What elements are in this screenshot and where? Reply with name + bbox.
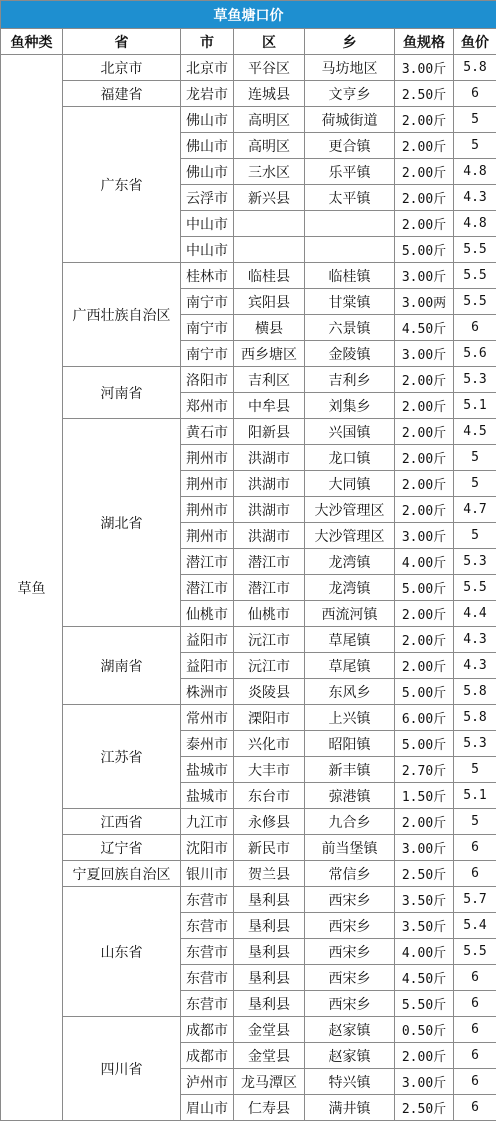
district-cell: 西乡塘区 [234, 341, 305, 367]
district-cell: 三水区 [234, 159, 305, 185]
province-cell: 福建省 [63, 81, 181, 107]
spec-cell: 2.00斤 [395, 809, 454, 835]
district-cell: 垦利县 [234, 991, 305, 1017]
table-row [1, 107, 496, 133]
header-price: 鱼价 [454, 29, 496, 55]
price-cell: 4.5 [454, 419, 496, 445]
header-district: 区 [234, 29, 305, 55]
city-cell: 潜江市 [181, 549, 234, 575]
city-cell: 南宁市 [181, 289, 234, 315]
township-cell: 文亨乡 [305, 81, 395, 107]
township-cell: 刘集乡 [305, 393, 395, 419]
province-cell: 宁夏回族自治区 [63, 861, 181, 887]
table-row [1, 705, 496, 731]
price-cell: 5.7 [454, 887, 496, 913]
district-cell: 连城县 [234, 81, 305, 107]
table-row [1, 809, 496, 835]
table-row [1, 861, 496, 887]
province-cell: 江苏省 [63, 705, 181, 809]
township-cell: 西宋乡 [305, 991, 395, 1017]
price-cell: 6 [454, 1017, 496, 1043]
township-cell: 西宋乡 [305, 965, 395, 991]
province-cell: 江西省 [63, 809, 181, 835]
table-row [1, 367, 496, 393]
price-cell: 5 [454, 471, 496, 497]
table-row [1, 1017, 496, 1043]
price-cell: 5.5 [454, 237, 496, 263]
district-cell: 东台市 [234, 783, 305, 809]
city-cell: 黄石市 [181, 419, 234, 445]
spec-cell: 2.00斤 [395, 107, 454, 133]
price-cell: 5.3 [454, 549, 496, 575]
township-cell: 西宋乡 [305, 939, 395, 965]
city-cell: 东营市 [181, 913, 234, 939]
city-cell: 盐城市 [181, 757, 234, 783]
township-cell: 吉利乡 [305, 367, 395, 393]
spec-cell: 4.00斤 [395, 549, 454, 575]
province-cell: 广东省 [63, 107, 181, 263]
price-cell: 6 [454, 991, 496, 1017]
spec-cell: 2.00斤 [395, 419, 454, 445]
district-cell: 仁寿县 [234, 1095, 305, 1121]
city-cell: 佛山市 [181, 107, 234, 133]
district-cell: 洪湖市 [234, 497, 305, 523]
price-cell: 6 [454, 1069, 496, 1095]
price-cell: 5.5 [454, 939, 496, 965]
city-cell: 荆州市 [181, 497, 234, 523]
district-cell: 横县 [234, 315, 305, 341]
city-cell: 中山市 [181, 211, 234, 237]
city-cell: 东营市 [181, 939, 234, 965]
district-cell: 金堂县 [234, 1017, 305, 1043]
spec-cell: 2.00斤 [395, 185, 454, 211]
district-cell: 新民市 [234, 835, 305, 861]
district-cell: 吉利区 [234, 367, 305, 393]
township-cell: 昭阳镇 [305, 731, 395, 757]
district-cell: 金堂县 [234, 1043, 305, 1069]
province-cell: 山东省 [63, 887, 181, 1017]
city-cell: 佛山市 [181, 133, 234, 159]
township-cell: 龙湾镇 [305, 575, 395, 601]
city-cell: 荆州市 [181, 445, 234, 471]
spec-cell: 2.00斤 [395, 627, 454, 653]
city-cell: 泰州市 [181, 731, 234, 757]
township-cell: 甘棠镇 [305, 289, 395, 315]
district-cell: 临桂县 [234, 263, 305, 289]
city-cell: 东营市 [181, 991, 234, 1017]
spec-cell: 2.00斤 [395, 471, 454, 497]
spec-cell: 2.00斤 [395, 1043, 454, 1069]
township-cell: 九合乡 [305, 809, 395, 835]
spec-cell: 3.00斤 [395, 263, 454, 289]
district-cell: 永修县 [234, 809, 305, 835]
price-cell: 5 [454, 445, 496, 471]
spec-cell: 6.00斤 [395, 705, 454, 731]
spec-cell: 3.00两 [395, 289, 454, 315]
city-cell: 泸州市 [181, 1069, 234, 1095]
district-cell: 垦利县 [234, 965, 305, 991]
city-cell: 常州市 [181, 705, 234, 731]
district-cell: 龙马潭区 [234, 1069, 305, 1095]
city-cell: 益阳市 [181, 653, 234, 679]
price-cell: 5 [454, 107, 496, 133]
province-cell: 湖南省 [63, 627, 181, 705]
city-cell: 眉山市 [181, 1095, 234, 1121]
province-cell: 辽宁省 [63, 835, 181, 861]
township-cell [305, 237, 395, 263]
city-cell: 东营市 [181, 887, 234, 913]
district-cell: 大丰市 [234, 757, 305, 783]
township-cell: 马坊地区 [305, 55, 395, 81]
district-cell: 垦利县 [234, 913, 305, 939]
city-cell: 南宁市 [181, 315, 234, 341]
spec-cell: 2.00斤 [395, 159, 454, 185]
spec-cell: 3.50斤 [395, 887, 454, 913]
spec-cell: 2.00斤 [395, 367, 454, 393]
price-cell: 5.8 [454, 55, 496, 81]
city-cell: 益阳市 [181, 627, 234, 653]
price-cell: 5.1 [454, 783, 496, 809]
city-cell: 株洲市 [181, 679, 234, 705]
price-cell: 5.6 [454, 341, 496, 367]
price-cell: 4.8 [454, 159, 496, 185]
city-cell: 桂林市 [181, 263, 234, 289]
township-cell: 赵家镇 [305, 1017, 395, 1043]
district-cell: 沅江市 [234, 627, 305, 653]
spec-cell: 4.00斤 [395, 939, 454, 965]
price-cell: 5.4 [454, 913, 496, 939]
price-cell: 4.3 [454, 653, 496, 679]
city-cell: 成都市 [181, 1043, 234, 1069]
city-cell: 仙桃市 [181, 601, 234, 627]
city-cell: 九江市 [181, 809, 234, 835]
city-cell: 北京市 [181, 55, 234, 81]
township-cell: 草尾镇 [305, 653, 395, 679]
price-cell: 5.5 [454, 575, 496, 601]
spec-cell: 3.00斤 [395, 1069, 454, 1095]
district-cell: 仙桃市 [234, 601, 305, 627]
price-cell: 5.3 [454, 731, 496, 757]
header-species: 鱼种类 [1, 29, 63, 55]
township-cell: 特兴镇 [305, 1069, 395, 1095]
district-cell: 洪湖市 [234, 471, 305, 497]
city-cell: 洛阳市 [181, 367, 234, 393]
spec-cell: 2.00斤 [395, 653, 454, 679]
township-cell [305, 211, 395, 237]
spec-cell: 2.50斤 [395, 861, 454, 887]
city-cell: 佛山市 [181, 159, 234, 185]
spec-cell: 5.00斤 [395, 679, 454, 705]
township-cell: 上兴镇 [305, 705, 395, 731]
district-cell: 宾阳县 [234, 289, 305, 315]
price-cell: 5 [454, 809, 496, 835]
price-cell: 5 [454, 523, 496, 549]
township-cell: 前当堡镇 [305, 835, 395, 861]
header-province: 省 [63, 29, 181, 55]
district-cell: 洪湖市 [234, 523, 305, 549]
price-cell: 4.4 [454, 601, 496, 627]
price-cell: 6 [454, 861, 496, 887]
table-row [1, 55, 496, 81]
township-cell: 满井镇 [305, 1095, 395, 1121]
table-row [1, 887, 496, 913]
township-cell: 更合镇 [305, 133, 395, 159]
city-cell: 盐城市 [181, 783, 234, 809]
township-cell: 大同镇 [305, 471, 395, 497]
district-cell: 中牟县 [234, 393, 305, 419]
district-cell: 垦利县 [234, 939, 305, 965]
price-cell: 5.8 [454, 705, 496, 731]
city-cell: 沈阳市 [181, 835, 234, 861]
price-cell: 6 [454, 1043, 496, 1069]
spec-cell: 3.00斤 [395, 835, 454, 861]
price-cell: 5.1 [454, 393, 496, 419]
table-row [1, 419, 496, 445]
price-cell: 6 [454, 965, 496, 991]
price-cell: 4.3 [454, 185, 496, 211]
township-cell: 龙口镇 [305, 445, 395, 471]
city-cell: 郑州市 [181, 393, 234, 419]
city-cell: 荆州市 [181, 471, 234, 497]
district-cell: 高明区 [234, 133, 305, 159]
spec-cell: 5.00斤 [395, 237, 454, 263]
price-cell: 6 [454, 1095, 496, 1121]
city-cell: 成都市 [181, 1017, 234, 1043]
city-cell: 云浮市 [181, 185, 234, 211]
spec-cell: 2.70斤 [395, 757, 454, 783]
township-cell: 太平镇 [305, 185, 395, 211]
township-cell: 龙湾镇 [305, 549, 395, 575]
district-cell: 潜江市 [234, 575, 305, 601]
district-cell: 贺兰县 [234, 861, 305, 887]
spec-cell: 2.00斤 [395, 601, 454, 627]
price-cell: 5.5 [454, 289, 496, 315]
spec-cell: 2.50斤 [395, 1095, 454, 1121]
spec-cell: 2.00斤 [395, 133, 454, 159]
township-cell: 赵家镇 [305, 1043, 395, 1069]
table-row [1, 81, 496, 107]
province-cell: 湖北省 [63, 419, 181, 627]
table-body [1, 55, 496, 1121]
township-cell: 弶港镇 [305, 783, 395, 809]
district-cell: 洪湖市 [234, 445, 305, 471]
spec-cell: 0.50斤 [395, 1017, 454, 1043]
price-cell: 5 [454, 133, 496, 159]
table-row [1, 627, 496, 653]
spec-cell: 5.00斤 [395, 731, 454, 757]
township-cell: 荷城街道 [305, 107, 395, 133]
city-cell: 荆州市 [181, 523, 234, 549]
spec-cell: 4.50斤 [395, 965, 454, 991]
species-cell: 草鱼 [1, 55, 63, 1121]
spec-cell: 2.00斤 [395, 497, 454, 523]
price-cell: 6 [454, 835, 496, 861]
township-cell: 大沙管理区 [305, 497, 395, 523]
price-cell: 6 [454, 315, 496, 341]
district-cell: 潜江市 [234, 549, 305, 575]
province-cell: 四川省 [63, 1017, 181, 1121]
township-cell: 东风乡 [305, 679, 395, 705]
township-cell: 金陵镇 [305, 341, 395, 367]
price-cell: 5.3 [454, 367, 496, 393]
table-title: 草鱼塘口价 [1, 1, 496, 29]
spec-cell: 2.00斤 [395, 393, 454, 419]
price-cell: 4.3 [454, 627, 496, 653]
spec-cell: 5.50斤 [395, 991, 454, 1017]
township-cell: 新丰镇 [305, 757, 395, 783]
price-cell: 5.8 [454, 679, 496, 705]
township-cell: 西宋乡 [305, 913, 395, 939]
district-cell: 兴化市 [234, 731, 305, 757]
district-cell: 高明区 [234, 107, 305, 133]
city-cell: 潜江市 [181, 575, 234, 601]
district-cell: 新兴县 [234, 185, 305, 211]
district-cell [234, 237, 305, 263]
township-cell: 六景镇 [305, 315, 395, 341]
spec-cell: 1.50斤 [395, 783, 454, 809]
district-cell: 平谷区 [234, 55, 305, 81]
district-cell: 垦利县 [234, 887, 305, 913]
price-cell: 4.7 [454, 497, 496, 523]
province-cell: 北京市 [63, 55, 181, 81]
province-cell: 广西壮族自治区 [63, 263, 181, 367]
table-row [1, 835, 496, 861]
province-cell: 河南省 [63, 367, 181, 419]
city-cell: 龙岩市 [181, 81, 234, 107]
spec-cell: 5.00斤 [395, 575, 454, 601]
district-cell: 炎陵县 [234, 679, 305, 705]
price-cell: 4.8 [454, 211, 496, 237]
city-cell: 中山市 [181, 237, 234, 263]
spec-cell: 3.00斤 [395, 55, 454, 81]
spec-cell: 3.00斤 [395, 341, 454, 367]
spec-cell: 2.50斤 [395, 81, 454, 107]
spec-cell: 4.50斤 [395, 315, 454, 341]
district-cell [234, 211, 305, 237]
city-cell: 银川市 [181, 861, 234, 887]
price-cell: 6 [454, 81, 496, 107]
township-cell: 乐平镇 [305, 159, 395, 185]
spec-cell: 3.50斤 [395, 913, 454, 939]
header-city: 市 [181, 29, 234, 55]
township-cell: 临桂镇 [305, 263, 395, 289]
district-cell: 阳新县 [234, 419, 305, 445]
header-township: 乡 [305, 29, 395, 55]
price-cell: 5 [454, 757, 496, 783]
header-spec: 鱼规格 [395, 29, 454, 55]
township-cell: 兴国镇 [305, 419, 395, 445]
district-cell: 沅江市 [234, 653, 305, 679]
city-cell: 南宁市 [181, 341, 234, 367]
table-row [1, 263, 496, 289]
spec-cell: 3.00斤 [395, 523, 454, 549]
spec-cell: 2.00斤 [395, 445, 454, 471]
price-cell: 5.5 [454, 263, 496, 289]
township-cell: 常信乡 [305, 861, 395, 887]
city-cell: 东营市 [181, 965, 234, 991]
township-cell: 西宋乡 [305, 887, 395, 913]
township-cell: 草尾镇 [305, 627, 395, 653]
spec-cell: 2.00斤 [395, 211, 454, 237]
township-cell: 大沙管理区 [305, 523, 395, 549]
district-cell: 溧阳市 [234, 705, 305, 731]
township-cell: 西流河镇 [305, 601, 395, 627]
